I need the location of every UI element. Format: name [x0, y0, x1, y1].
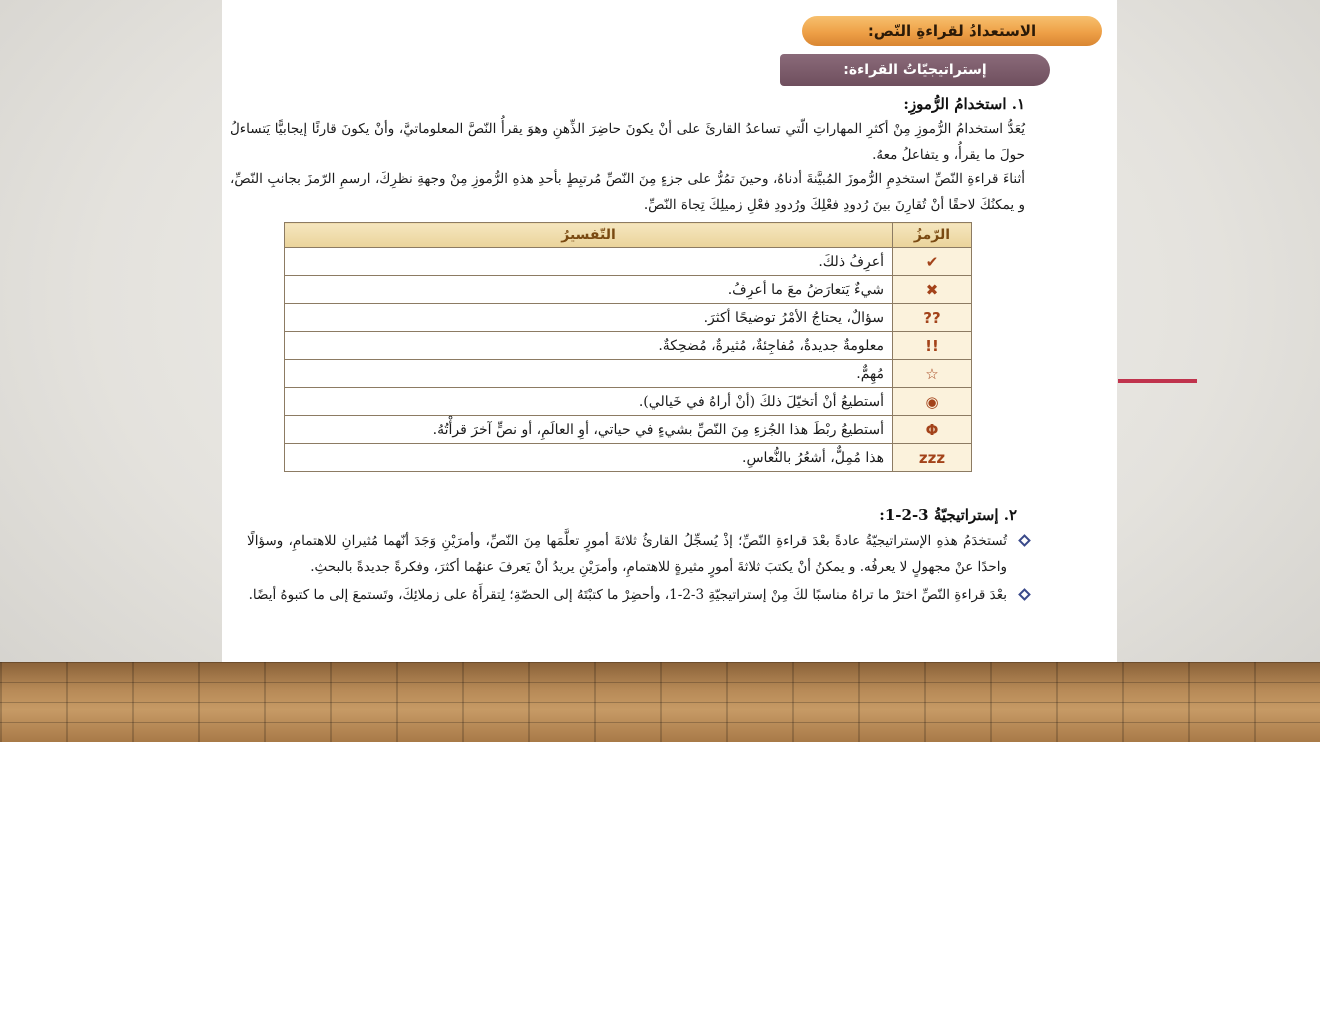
- phi-icon: Φ: [893, 416, 972, 444]
- table-row: [285, 248, 972, 276]
- document-page: [222, 0, 1117, 662]
- table-row: [285, 332, 972, 360]
- table-row: [285, 360, 972, 388]
- table-cell-explanation: أعرِفُ ذلكَ.: [285, 248, 893, 276]
- star-icon: ☆: [893, 360, 972, 388]
- exclamation-icon: !!: [893, 332, 972, 360]
- table-header-row: [285, 223, 972, 248]
- table-row: [285, 388, 972, 416]
- list-item: [247, 582, 1007, 608]
- table-cell-explanation: شيءٌ يَتعارَضُ معَ ما أعرِفُ.: [285, 276, 893, 304]
- symbols-table: [284, 222, 972, 472]
- table-row: [285, 304, 972, 332]
- table-cell-explanation: هذا مُمِلٌّ، أشعُرُ بالنُّعاسِ.: [285, 444, 893, 472]
- paragraph-symbols-intro: يُعَدُّ استخدامُ الرُّموزِ مِنْ أكثرِ المهاراتِ الّتي تساعدُ القارئَ على أنْ يكونَ حاضِرَ الذِّهنِ وهوَ يقرأُ النّصَّ المعلوماتيَّ، وأنْ يكونَ قارئًا إيجابيًّا يَتساءلُ حولَ ما يقرأُ، و يتفاعلُ معهُ.: [230, 121, 1025, 163]
- table-row: [285, 444, 972, 472]
- table-cell-explanation: أستطيعُ أنْ أتخيّلَ ذلكَ (أنْ أراهُ في خَيالي).: [285, 388, 893, 416]
- table-cell-explanation: سؤالٌ، يحتاجُ الأمْرُ توضيحًا أكثرَ.: [285, 304, 893, 332]
- check-icon: ✔: [893, 248, 972, 276]
- column-header-explanation: التّفسيرُ: [285, 223, 893, 248]
- table-cell-explanation: أستطيعُ ربْطَ هذا الجُزءِ مِنَ النّصِّ بشيءٍ في حياتي، أوِ العالَمِ، أو نصٍّ آخرَ قرأْتُهُ.: [285, 416, 893, 444]
- column-header-symbol: الرّمزُ: [893, 223, 972, 248]
- wood-floor-decoration: [0, 662, 1320, 742]
- paragraph-symbols-instructions: أثناءَ قراءةِ النّصِّ استخدِمِ الرُّموزَ المُبيَّنةَ أدناهُ، وحينَ تمُرُّ على جزءٍ مِنَ النّصِّ مُرتبِطٍ بأحدِ هذهِ الرُّموزِ مِنْ وجهةِ نظرِكَ، ارسمِ الرّمزَ بجانبِ النّصِّ، و يمكنُكَ لاحقًا أنْ تُقارِنَ بينَ رُدودِ فعْلِكَ ورُدودِ فعْلِ زميلِكَ تِجاهَ النّصِّ.: [230, 171, 1025, 213]
- eye-icon: ◉: [893, 388, 972, 416]
- table-cell-explanation: معلومةٌ جديدةٌ، مُفاجِئةٌ، مُثيرةٌ، مُضحِكةٌ.: [285, 332, 893, 360]
- cross-icon: ✖: [893, 276, 972, 304]
- strategy-bullet-list: [247, 528, 1007, 610]
- list-item: [247, 528, 1007, 580]
- table-cell-explanation: مُهِمٌّ.: [285, 360, 893, 388]
- sleep-icon: zzz: [893, 444, 972, 472]
- section-banner-strategies: إستراتيجيّاتُ القراءة:: [780, 54, 1050, 86]
- heading-321-strategy: ٢. إستراتيجيّةُ 3-2-1:: [879, 506, 1017, 524]
- section-banner-preparation: الاستعدادُ لقراءةِ النّص:: [802, 16, 1102, 46]
- table-row: [285, 276, 972, 304]
- bullet-text: بعْدَ قراءةِ النّصِّ اخترْ ما تراهُ مناسبًا لكَ مِنْ إستراتيجيّةِ 3-2-1، وأحضِرْ ما كتبْتَهُ إلى الحصّةِ؛ لِتقرأَهُ على زملائِكَ، وتَستمعَ إلى ما كتبوهُ أيضًا.: [248, 587, 1007, 603]
- heading-using-symbols: ١. استخدامُ الرُّموزِ:: [903, 95, 1025, 113]
- table-row: [285, 416, 972, 444]
- diamond-bullet-icon: [1018, 588, 1031, 601]
- diamond-bullet-icon: [1018, 534, 1031, 547]
- bullet-text: تُستخدَمُ هذهِ الإستراتيجيّةُ عادةً بعْدَ قراءةِ النّصِّ؛ إذْ يُسجِّلُ القارئُ ثلاثةَ أمورٍ تعلَّمَها مِنَ النّصِّ، وأمرَيْنِ وَجَدَ أنّهما مُثيرانِ للاهتمامِ، وسؤالًا واحدًا عنْ مجهولٍ لا يعرفُه. و يمكنُ أنْ يكتبَ ثلاثةَ أمورٍ مثيرةٍ للاهتمامِ، وأمرَيْنِ يريدُ أنْ يَعرفَ عنهُما أكثرَ، وفكرةً جديدةً بالبحثِ.: [247, 533, 1007, 575]
- question-icon: ??: [893, 304, 972, 332]
- accent-line: [1118, 379, 1197, 383]
